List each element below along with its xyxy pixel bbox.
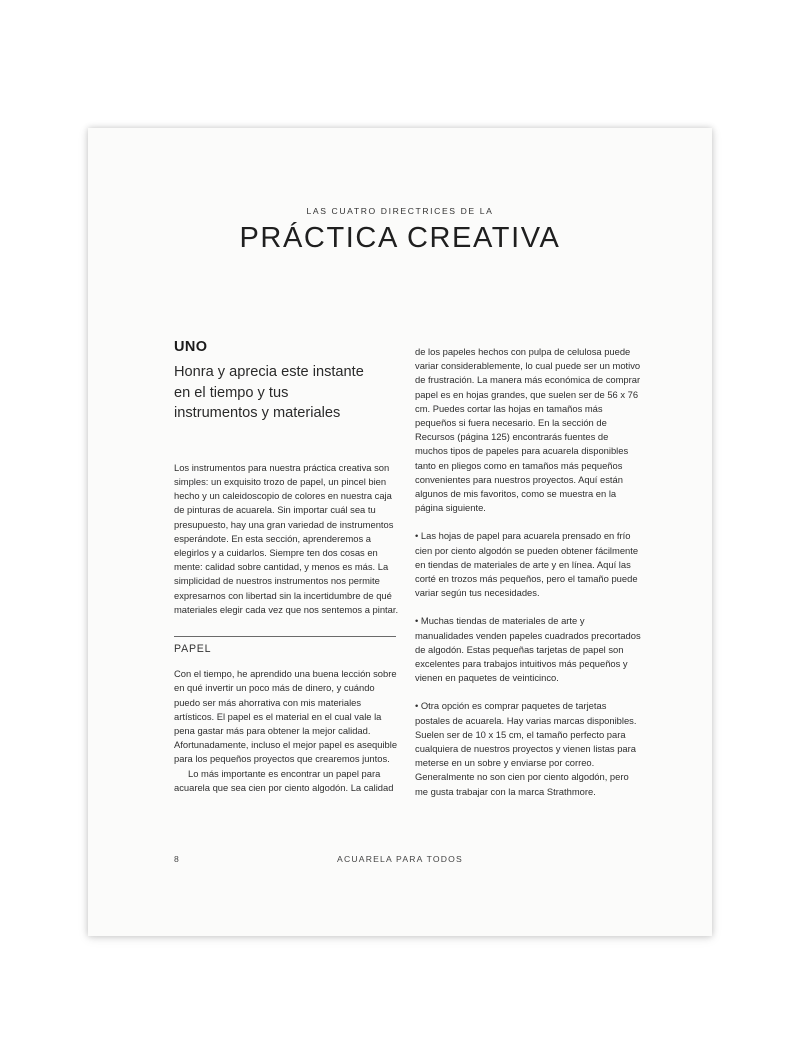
- papel-paragraph-1: Con el tiempo, he aprendido una buena lección sobre en qué invertir un poco más de dinero, y cuándo puedo ser más ahorrativa con mis materiales artísticos. El papel es el material en el cual vale la pena gastar más para obtener la mejor calidad. Afortunadamente, incluso el mejor papel es asequible para los pequeños proyectos que crearemos juntos.: [174, 668, 398, 765]
- page-number: 8: [174, 854, 179, 864]
- papel-paragraph-2: Lo más importante es encontrar un papel para acuarela que sea cien por ciento algodón. La calidad: [174, 767, 394, 793]
- bullet-item: • Otra opción es comprar paquetes de tarjetas postales de acuarela. Hay varias marcas disponibles. Suelen ser de 10 x 15 cm, el tamaño perfecto para cualquiera de nuestros proyectos y vienen listas para meterse en un sobre y enviarse por correo. Generalmente no son cien por ciento algodón, pero me gusta trabajar con la marca Strathmore.: [415, 700, 637, 797]
- running-footer-title: ACUARELA PARA TODOS: [337, 854, 463, 864]
- section-number: UNO: [174, 339, 208, 355]
- bullet-item: • Las hojas de papel para acuarela prensado en frío cien por ciento algodón se pueden obtener fácilmente en tiendas de materiales de arte y en línea. Aquí las corté en trozos más pequeños, pero el tamaño puede variar según tus necesidades.: [415, 530, 639, 599]
- chapter-kicker: LAS CUATRO DIRECTRICES DE LA: [306, 206, 494, 216]
- right-paragraph-1: de los papeles hechos con pulpa de celulosa puede variar considerablemente, lo cual puede ser un motivo de frustración. La manera más económica de comprar papel es en hojas grandes, que suelen ser de 56 x 76 cm. Puedes cortar las hojas en tamaños más pequeños si fuera necesario. En la sección de Recursos (página 125) encontrarás fuentes de muchos tipos de papeles para acuarela disponibles tanto en pliegos como en tamaños más pequeños convenientes para nuestros proyectos. Aquí están algunos de mis favoritos, como se muestra en la página siguiente.: [415, 346, 641, 514]
- bullet-item: • Muchas tiendas de materiales de arte y manualidades venden papeles cuadrados precortados de algodón. Estas pequeñas tarjetas de papel son excelentes para trabajos intuitivos más pequeños y vienen en paquetes de veinticinco.: [415, 615, 641, 684]
- right-column: [415, 345, 641, 799]
- section-subtitle: Honra y aprecia este instante en el tiempo y tus instrumentos y materiales: [174, 364, 364, 422]
- left-column: [174, 340, 400, 795]
- intro-paragraph: Los instrumentos para nuestra práctica creativa son simples: un exquisito trozo de papel, un pincel bien hecho y un caleidoscopio de colores en nuestra caja de pinturas de acuarela. Sin importar cuál sea tu presupuesto, hay una gran variedad de instrumentos esperándote. En esta sección, aprenderemos a elegirlos y a cuidarlos. Siempre ten dos cosas en mente: calidad sobre cantidad, y menos es más. La simplicidad de nuestros instrumentos nos permite expresarnos con libertad sin la incertidumbre de qué materiales elegir cada vez que nos sentemos a pintar.: [174, 461, 399, 615]
- chapter-title: PRÁCTICA CREATIVA: [239, 222, 561, 254]
- section-divider: [174, 636, 396, 637]
- book-page: [88, 128, 712, 936]
- papel-heading: PAPEL: [174, 642, 212, 655]
